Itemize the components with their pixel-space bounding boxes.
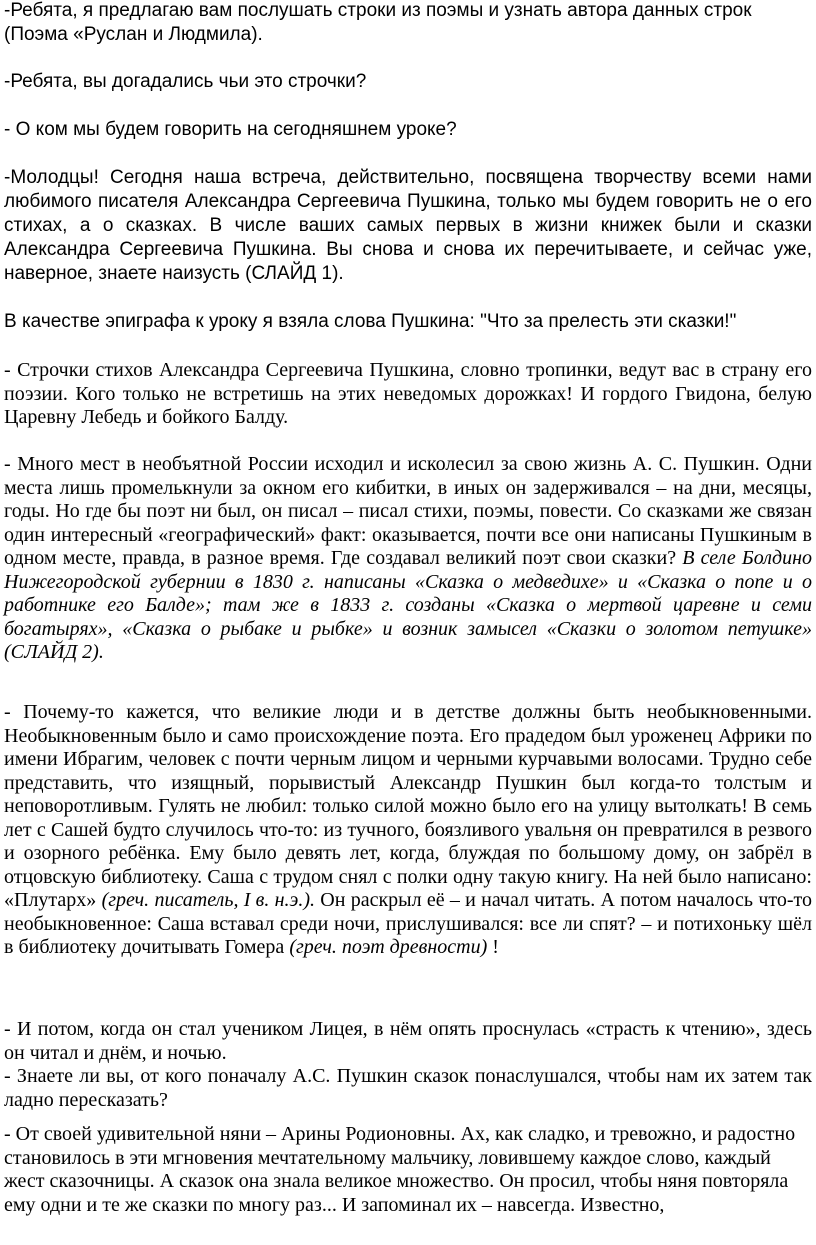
paragraph-geography: [4, 453, 812, 665]
paragraph-lyceum: - И потом, когда он стал учеником Лицея, в нём опять проснулась «страсть к чтению», здесь он читал и днём, и ночью.: [4, 1018, 812, 1064]
childhood-text-e: !: [487, 936, 499, 958]
paragraph-question-author: -Ребята, вы догадались чьи это строчки?: [4, 71, 367, 92]
paragraph-slide-1: -Молодцы! Сегодня наша встреча, действительно, посвящена творчеству всеми нами любимого писателя Александра Сергеевича Пушкина, только мы будем говорить не о его стихах, а о сказках. В числе ваших самых первых в жизни книжек были и сказки Александра Сергеевича Пушкина. Вы снова и снова их перечитываете, и сейчас уже, наверное, знаете наизусть (СЛАЙД 1).: [4, 167, 812, 284]
childhood-note-plutarch: (греч. писатель, I в. н.э.).: [101, 889, 316, 911]
paragraph-question-topic: - О ком мы будем говорить на сегодняшнем уроке?: [4, 119, 457, 140]
paragraph-question-nanny: - Знаете ли вы, от кого поначалу А.С. Пушкин сказок понаслушался, чтобы нам их затем так ладно пересказать?: [4, 1065, 812, 1111]
paragraph-intro: -Ребята, я предлагаю вам послушать строки из поэмы и узнать автора данных строк (Поэма «Руслан и Людмила).: [4, 0, 752, 45]
paragraph-epigraph: В качестве эпиграфа к уроку я взяла слова Пушкина: "Что за прелесть эти сказки!": [4, 311, 737, 332]
paragraph-poetry-paths: - Строчки стихов Александра Сергеевича Пушкина, словно тропинки, ведут вас в страну его поэзии. Кого только не встретишь на этих неведомых дорожках! И гордого Гвидона, белую Царевну Лебедь и бойкого Балду.: [4, 359, 812, 428]
geography-italic-text: В селе Болдино Нижегородской губернии в 1830 г. написаны «Сказка о медведихе» и «Сказка о попе и о работнике его Балде»; там же в 1833 г. созданы «Сказка о мертвой царевне и семи богатырях», «Сказка о рыбаке и рыбке» и возник замысел «Сказки о золотом петушке» (СЛАЙД 2).: [4, 547, 812, 663]
paragraph-nanny: - От своей удивительной няни – Арины Родионовны. Ах, как сладко, и тревожно, и радостно становилось в эти мгновения мечтательному мальчику, ловившему каждое слово, каждый жест сказочницы. А сказок она знала великое множество. Он просил, чтобы няня повторяла ему одни и те же сказки по многу раз... И запоминал их – навсегда. Известно,: [4, 1123, 796, 1216]
childhood-text-a: - Почему-то кажется, что великие люди и в детстве должны быть необыкновенными. Необыкновенным было и само происхождение поэта. Его прадедом был уроженец Африки по имени Ибрагим, человек с почти черным лицом и черными курчавыми волосами. Трудно себе представить, что изящный, порывистый Александр Пушкин был когда-то толстым и неповоротливым. Гулять не любил: только силой можно было его на улицу вытолкать! В семь лет с Сашей будто случилось что-то: из тучного, боязливого увальня он превратился в резвого и озорного ребёнка. Ему было девять лет, когда, блуждая по большому дому, он забрёл в отцовскую библиотеку. Саша с трудом снял с полки одну такую книгу. На ней было написано: «Плутарх»: [4, 701, 812, 911]
childhood-note-homer: (греч. поэт древности): [289, 936, 488, 958]
paragraph-childhood: [4, 701, 812, 960]
geography-text: - Много мест в необъятной России исходил и исколесил за свою жизнь А. С. Пушкин. Одни места лишь промелькнули за окном его кибитки, в иных он задерживался – на дни, месяцы, годы. Но где бы поэт ни был, он писал – писал стихи, поэмы, повести. Со сказками же связан один интересный «географический» факт: оказывается, почти все они написаны Пушкиным в одном месте, правда, в разное время. Где создавал великий поэт свои сказки?: [4, 453, 812, 569]
childhood-text-c: Он раскрыл её – и начал читать. А потом началось что-то необыкновенное: Саша вставал среди ночи, прислушивался: все ли спят? – и потихоньку шёл в библиотеку дочитывать Гомера: [4, 889, 812, 958]
